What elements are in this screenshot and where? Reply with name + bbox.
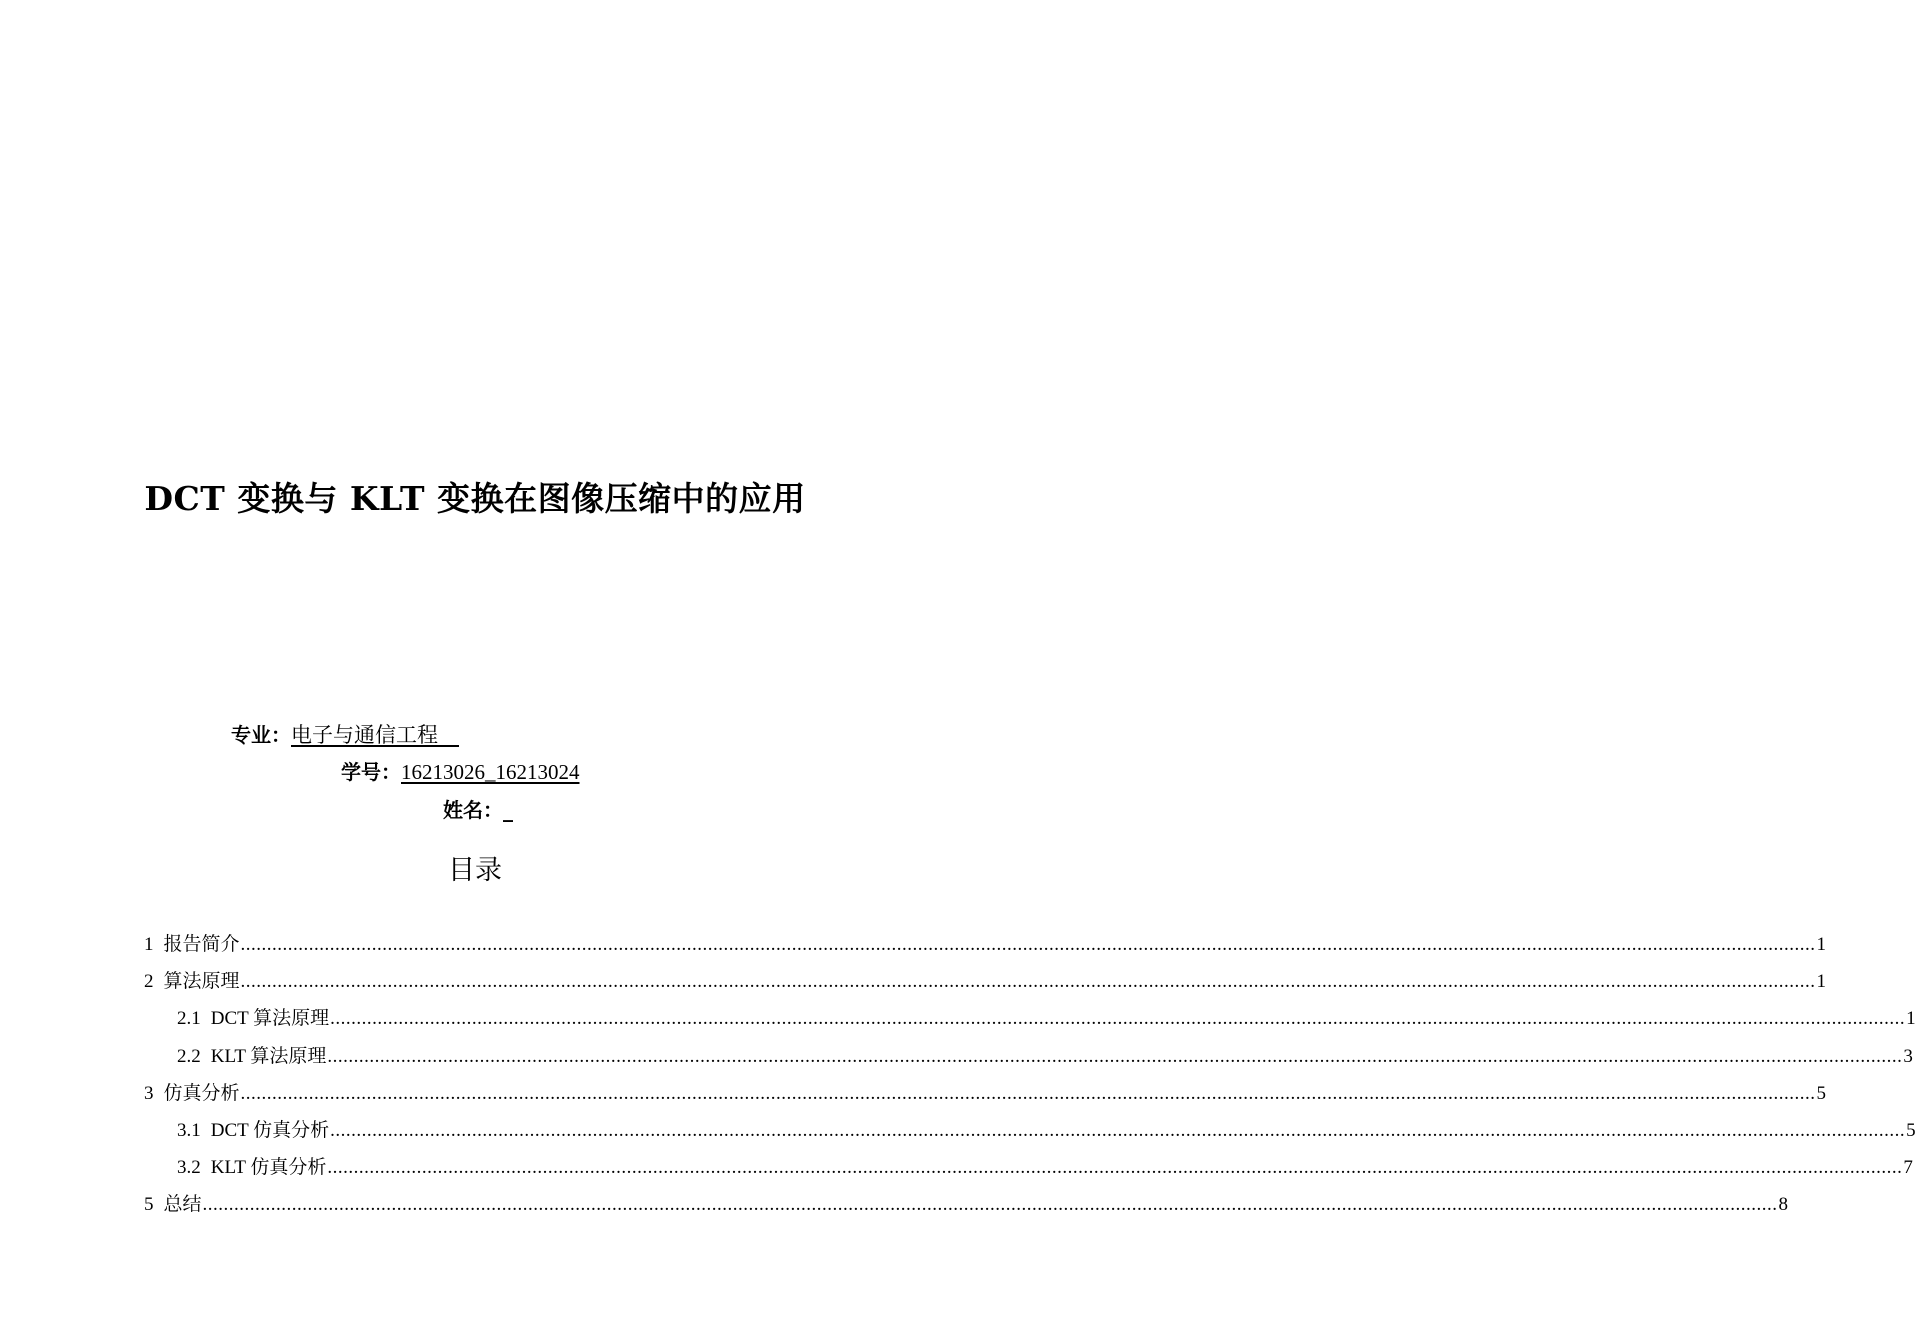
toc-entry-number: 1 <box>144 934 154 955</box>
toc-entry-page: 1 <box>1816 934 1827 955</box>
document-title: DCT 变换与 KLT 变换在图像压缩中的应用 <box>144 479 806 518</box>
toc-entry[interactable] <box>144 965 1827 999</box>
toc-leader-dots: ............................................................................................................................................................................................................................................................................................................ <box>330 1008 1906 1030</box>
toc-entry-title: 总结 <box>163 1194 202 1216</box>
toc-entry-page: 3 <box>1903 1045 1913 1067</box>
toc-entry[interactable] <box>177 1040 1913 1074</box>
toc-entry-title: 算法原理 <box>163 971 240 993</box>
toc-entry-title: DCT 仿真分析 <box>210 1120 330 1141</box>
toc-leader-dots: ............................................................................................................................................................................................................................................................................................................ <box>327 1157 1903 1179</box>
toc-leader-dots: ............................................................................................................................................................................................................................................................................................................ <box>240 1082 1816 1104</box>
student-id-label: 学号： <box>341 760 401 784</box>
toc-entry-number: 3.1 <box>177 1120 201 1141</box>
toc-entry-page: 5 <box>1906 1120 1916 1141</box>
toc-leader-dots: ............................................................................................................................................................................................................................................................................................................ <box>240 934 1816 955</box>
toc-entry-number: 2.1 <box>177 1008 201 1030</box>
name-value: _ <box>503 798 513 822</box>
name-label: 姓名： <box>443 798 503 822</box>
toc-leader-dots: ............................................................................................................................................................................................................................................................................................................ <box>330 1120 1906 1141</box>
toc-entry-title: KLT 仿真分析 <box>210 1157 327 1179</box>
major-line <box>231 720 459 750</box>
toc-entry-page: 5 <box>1816 1082 1827 1104</box>
toc-entry-number: 3 <box>144 1082 154 1104</box>
toc-leader-dots: ............................................................................................................................................................................................................................................................................................................ <box>327 1045 1903 1067</box>
toc-entry[interactable] <box>177 1002 1916 1036</box>
toc-entry[interactable] <box>177 1151 1913 1185</box>
toc-entry[interactable] <box>144 1188 1789 1222</box>
toc-entry-page: 1 <box>1816 971 1827 993</box>
toc-entry-number: 2.2 <box>177 1045 201 1067</box>
toc-entry[interactable] <box>177 1114 1916 1148</box>
toc-entry[interactable] <box>144 928 1827 962</box>
toc-entry-page: 1 <box>1906 1008 1916 1030</box>
student-id-value: 16213026_16213024 <box>401 760 580 784</box>
toc-entry-title: DCT 算法原理 <box>210 1008 330 1030</box>
toc-entry-title: 仿真分析 <box>163 1082 240 1104</box>
name-line <box>443 795 513 825</box>
major-label: 专业： <box>231 723 291 747</box>
toc-entry-number: 3.2 <box>177 1157 201 1179</box>
toc-entry-number: 5 <box>144 1194 154 1216</box>
toc-entry-title: KLT 算法原理 <box>210 1045 327 1067</box>
toc-entry-title: 报告简介 <box>163 934 240 955</box>
toc-heading: 目录 <box>448 855 502 886</box>
toc-entry-page: 8 <box>1778 1194 1789 1216</box>
toc-entry-page: 7 <box>1903 1157 1913 1179</box>
toc-leader-dots: ............................................................................................................................................................................................................................................................................................................ <box>202 1194 1778 1216</box>
major-value: 电子与通信工程 <box>291 723 459 747</box>
toc-entry-number: 2 <box>144 971 154 993</box>
toc-leader-dots: ............................................................................................................................................................................................................................................................................................................ <box>240 971 1816 993</box>
student-id-line <box>341 757 580 787</box>
toc-entry[interactable] <box>144 1077 1827 1111</box>
